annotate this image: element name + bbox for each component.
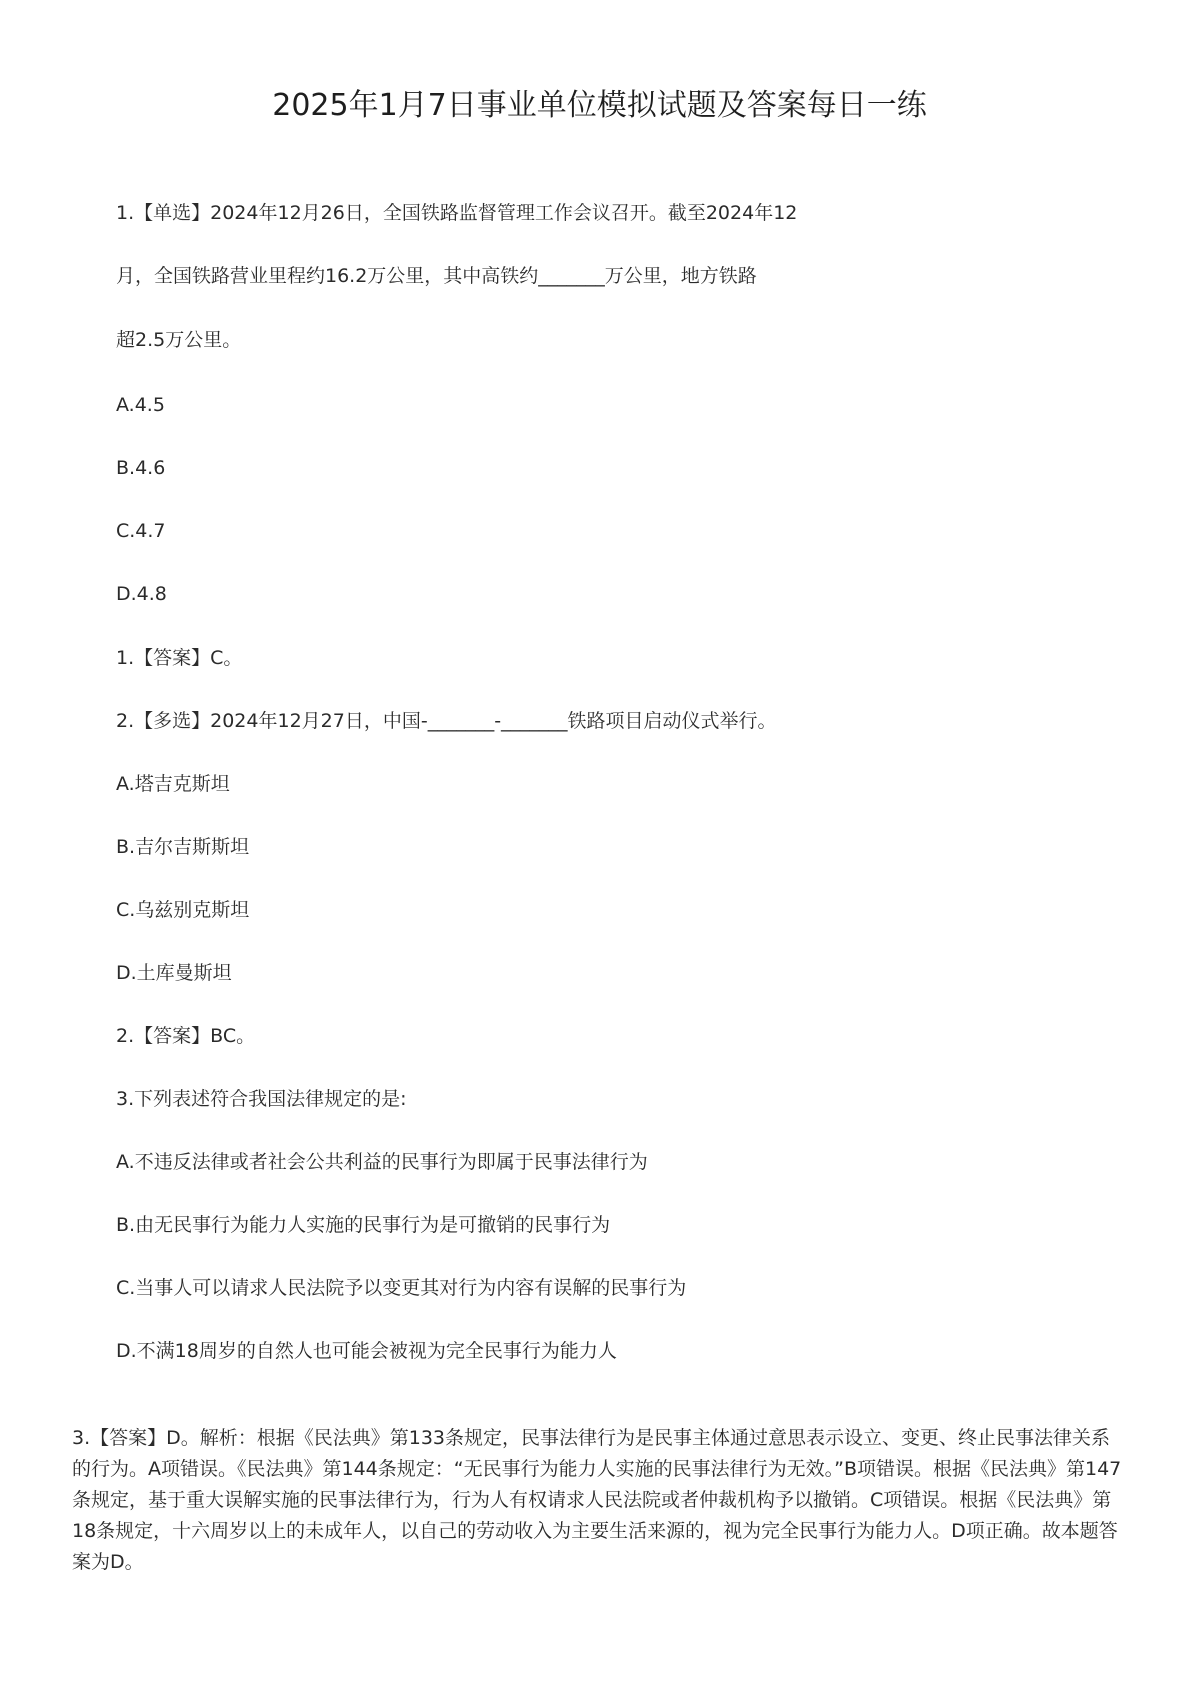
q1-option-a: A.4.5 (116, 394, 165, 416)
q2-option-b: B.吉尔吉斯斯坦 (116, 836, 250, 858)
q1-stem-line-1: 1.【单选】2024年12月26日，全国铁路监督管理工作会议召开。截至2024年12 (116, 202, 798, 224)
q1-answer: 1.【答案】C。 (116, 647, 243, 669)
q2-option-d: D.土库曼斯坦 (116, 962, 232, 984)
q2-stem: 2.【多选】2024年12月27日，中国-_______-_______铁路项目启动仪式举行。 (116, 710, 777, 732)
q3-option-a: A.不违反法律或者社会公共利益的民事行为即属于民事法律行为 (116, 1151, 648, 1173)
q1-option-d: D.4.8 (116, 583, 167, 605)
q3-option-c: C.当事人可以请求人民法院予以变更其对行为内容有误解的民事行为 (116, 1277, 687, 1299)
q1-stem-line-3: 超2.5万公里。 (116, 329, 242, 351)
q3-option-b: B.由无民事行为能力人实施的民事行为是可撤销的民事行为 (116, 1214, 611, 1236)
q3-stem: 3.下列表述符合我国法律规定的是: (116, 1088, 407, 1110)
q2-option-a: A.塔吉克斯坦 (116, 773, 230, 795)
q2-option-c: C.乌兹别克斯坦 (116, 899, 250, 921)
q1-stem-line-2: 月，全国铁路营业里程约16.2万公里，其中高铁约_______万公里，地方铁路 (116, 265, 757, 287)
q3-answer-analysis: 3.【答案】D。解析：根据《民法典》第133条规定，民事法律行为是民事主体通过意思表示设立、变更、终止民事法律关系的行为。A项错误。《民法典》第144条规定：“无民事行为能力人实施的民事法律行为无效。”B项错误。根据《民法典》第147条规定，基于重大误解实施的民事法律行为，行为人有权请求人民法院或者仲裁机构予以撤销。C项错误。根据《民法典》第18条规定，十六周岁以上的未成年人，以自己的劳动收入为主要生活来源的，视为完全民事行为能力人。D项正确。故本题答案为D。 (72, 1427, 1122, 1573)
q3-option-d: D.不满18周岁的自然人也可能会被视为完全民事行为能力人 (116, 1340, 617, 1362)
q1-option-b: B.4.6 (116, 457, 166, 479)
page-title: 2025年1月7日事业单位模拟试题及答案每日一练 (272, 88, 927, 123)
q2-answer: 2.【答案】BC。 (116, 1025, 256, 1047)
q1-option-c: C.4.7 (116, 520, 166, 542)
